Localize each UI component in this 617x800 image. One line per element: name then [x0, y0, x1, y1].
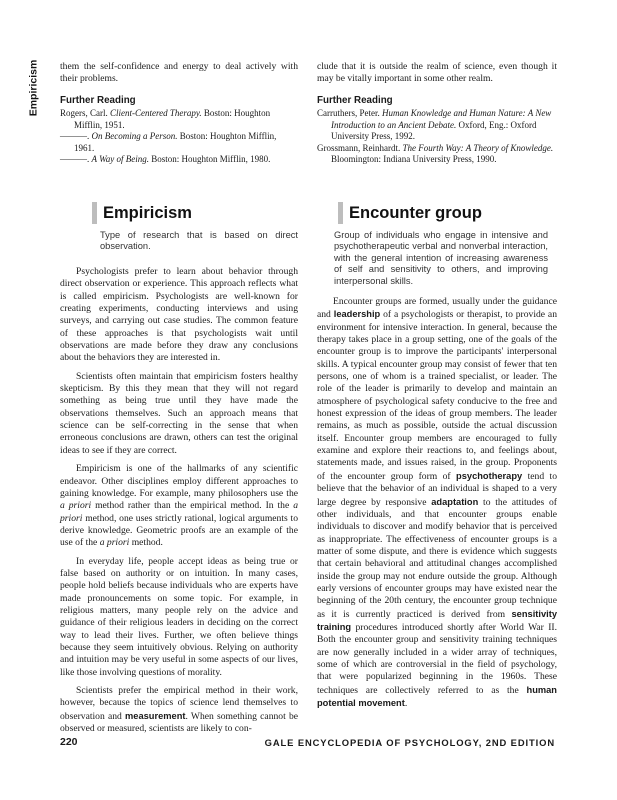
carry-text-right: clude that it is outside the realm of science, even though it may be vitally important in some other realm.	[317, 61, 557, 85]
entry-title: Encounter group	[349, 203, 482, 222]
publication-title: GALE ENCYCLOPEDIA OF PSYCHOLOGY, 2ND EDITION	[264, 737, 555, 748]
reference-item: Grossmann, Reinhardt. The Fourth Way: A Theory of Knowledge. Bloomington: Indiana University Press, 1990.	[317, 142, 554, 165]
paragraph: Empiricism is one of the hallmarks of any scientific endeavor. Other disciplines employ different approaches to gaining knowledge. For example, many philosophers use the a priori method rather than the empirical method. In the a priori method, one uses strictly rational, logical arguments to derive knowledge. Geometric proofs are an example of the use of the a priori method.	[60, 463, 298, 549]
entry-heading-encounter-group	[338, 201, 482, 225]
keyword: leadership	[333, 309, 381, 320]
top-right-block	[317, 61, 557, 166]
reference-item: Rogers, Carl. Client-Centered Therapy. Boston: Houghton Mifflin, 1951.	[60, 108, 271, 130]
running-head-tab	[26, 59, 40, 117]
page-number: 220	[60, 736, 78, 748]
keyword: measurement	[125, 710, 186, 721]
paragraph: Psychologists prefer to learn about behavior through direct observation or experience. This approach reflects what is called empiricism. Psychologists are well-known for creating experiments, conducting interviews and using surveys, and carrying out case studies. The common feature of these approaches is that psychologists wait until observations are made before they draw any conclusions about the behaviors they are interested in.	[60, 266, 298, 364]
paragraph: Scientists prefer the empirical method in their work, however, because the topics of science lend themselves to observation and measurement. When something cannot be observed or measured, scientists are likely to con-	[60, 685, 298, 735]
encounter-group-body	[317, 296, 557, 710]
reference-item: ———. On Becoming a Person. Boston: Houghton Mifflin, 1961.	[60, 131, 277, 153]
paragraph: In everyday life, people accept ideas as being true or false based on authority or on intuition. In many cases, people hold beliefs because individuals who are experts have made pronouncements on some topic. For example, in religious matters, many people rely on the advice and guidance of their religious leaders in deciding on the correct way to lead their lives. Further, we often believe things because they seem intuitively obvious. Relying on authority and intuition may be very useful in some aspects of our lives, like those involving questions of morality.	[60, 555, 298, 678]
reference-item: Carruthers, Peter. Human Knowledge and Human Nature: A New Introduction to an Ancient Debate. Oxford, Eng.: Oxford University Press, 1992.	[317, 108, 552, 142]
keyword: adaptation	[431, 496, 479, 507]
definition-encounter-group: Group of individuals who engage in intensive and psychotherapeutic verbal and nonverbal interaction, with the general intention of increasing awareness of self and sensitivity to others, and improving interpersonal skills.	[334, 230, 548, 286]
paragraph: Encounter groups are formed, usually under the guidance and leadership of a psychologists or therapist, to provide an environment for intensive interaction. In general, because the therapy takes place in a group setting, one of the goals of the encounter group is to improve the participants' interpersonal skills. A typical encounter group may consist of fewer that ten persons, one of whom is a trained specialist, or leader. The role of the leader is primarily to develop and maintain an atmosphere of psychological safety conducive to the free and honest expression of the ideas of group members. The leader remains, as much as possible, outside the actual discussion itself. Encounter group members are encouraged to fully examine and explore their reactions to, and feelings about, statements made, and issues raised, in the group. Proponents of the encounter group form of psychotherapy tend to believe that the behavior of an individual is shaped to a very large degree by responsive adaptation to the attitudes of other individuals, and that encounter groups enable individuals to discover and modify behavior that is perceived as inappropriate. The effectiveness of encounter groups is a matter of some dispute, and there is evidence which suggests that certain behavioral and attitudinal changes accomplished inside the group may not endure outside the group. Although early versions of encounter groups may have existed near the beginning of the 20th century, the encounter group technique as it is currently practiced is derived from sensitivity training procedures introduced shortly after World War II. Both the encounter group and sensitivity training techniques are now generally included in a wider array of techniques, some of which are controversial in the field of psychology, that were popularized beginning in the 1960s. These techniques are collectively referred to as the human potential movement.	[317, 296, 557, 709]
carry-text-left: them the self-confidence and energy to deal actively with their problems.	[60, 61, 298, 85]
running-head: Empiricism	[27, 59, 40, 117]
definition-empiricism: Type of research that is based on direct observation.	[100, 230, 298, 252]
keyword: human potential movement	[317, 684, 557, 708]
paragraph: Scientists often maintain that empiricism fosters healthy skepticism. By this they mean that they will not regard something as being true until they have made the observations themselves. Such an approach means that science can be self-correcting in the sense that when erroneous conclusions are drawn, others can test the original ideas to see if they are correct.	[60, 370, 298, 456]
keyword: sensitivity training	[317, 608, 557, 632]
reference-item: ———. A Way of Being. Boston: Houghton Mifflin, 1980.	[60, 154, 271, 165]
top-left-block	[60, 61, 298, 166]
further-reading-heading-left: Further Reading	[60, 94, 136, 106]
further-reading-heading-right: Further Reading	[317, 94, 393, 106]
entry-title: Empiricism	[103, 203, 192, 222]
heading-bar	[338, 202, 343, 224]
entry-heading-empiricism	[92, 201, 192, 225]
heading-bar	[92, 202, 97, 224]
empiricism-body	[60, 266, 298, 735]
keyword: psychotherapy	[456, 470, 523, 481]
